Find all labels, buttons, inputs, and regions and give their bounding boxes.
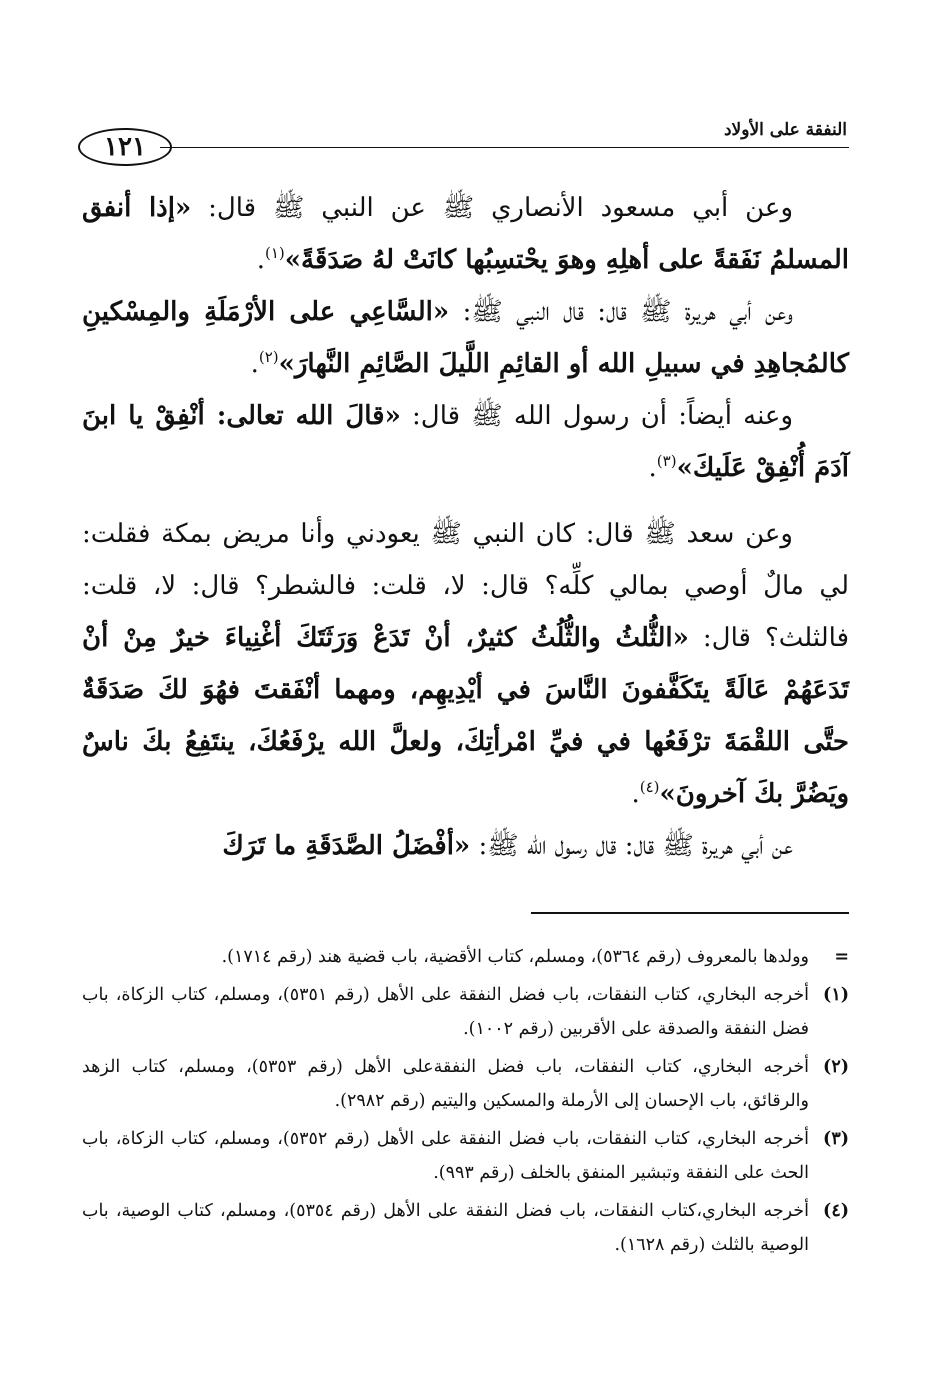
footnote-text: أخرجه البخاري، كتاب النفقات، باب فضل النفقةعلى الأهل (رقم ٥٣٥٣)، ومسلم، كتاب الزهد والرقائق، باب الإحسان إلى الأرملة والمسكين واليتيم (رقم ٢٩٨٢). — [82, 1057, 809, 1111]
hadith-quote: «الثُّلثُ والثُّلُثُ كثيرٌ، أنْ تَدَعْ وَرَثَتَكَ أغْنِياءَ خيرٌ مِنْ أنْ تَدَعَهُمْ عَالَةً يتَكَفَّفونَ النَّاسَ في أيْدِيهِم، ومهما أنْفَقتَ فهُوَ لكَ صَدَقَةٌ حتَّى اللقْمَةَ ترْفَعُها في فيِّ امْرأتِكَ، ولعلَّ الله يرْفَعُكَ، ينتَفِعُ بكَ ناسٌ ويَضُرَّ بكَ آخرونَ» — [82, 623, 850, 809]
footnote-continued — [82, 940, 849, 974]
header-rule — [160, 147, 849, 148]
footnote-number: (٤) — [823, 1201, 849, 1221]
footnote-number: (٢) — [823, 1057, 849, 1077]
paragraph-intro: وعنه أيضاً: أن رسول الله ﷺ قال: — [400, 401, 793, 431]
paragraph-3 — [82, 390, 849, 494]
page-number-oval — [78, 128, 172, 166]
footnote-separator — [531, 912, 849, 914]
footnote-number: (٣) — [823, 1129, 849, 1149]
paragraph-end: . — [250, 349, 259, 379]
running-title: النفقة على الأولاد — [723, 120, 847, 140]
paragraph-intro: وعن أبي مسعود الأنصاري ﷺ عن النبي ﷺ قال: — [191, 193, 794, 223]
footnote-text: وولدها بالمعروف (رقم ٥٣٦٤)، ومسلم، كتاب الأقضية، باب قضية هند (رقم ١٧١٤). — [221, 947, 809, 967]
footnote-text: أخرجه البخاري، كتاب النفقات، باب فضل النفقة على الأهل (رقم ٥٣٥١)، ومسلم، كتاب الزكاة، باب فضل النفقة والصدقة على الأقربين (رقم ١٠٠٢). — [82, 985, 809, 1039]
footnote-text: أخرجه البخاري، كتاب النفقات، باب فضل النفقة على الأهل (رقم ٥٣٥٢)، ومسلم، كتاب الزكاة، باب الحث على النفقة وتبشير المنفق بالخلف (رقم ٩٩٣). — [82, 1129, 809, 1183]
footnote-text: أخرجه البخاري،كتاب النفقات، باب فضل النفقة على الأهل (رقم ٥٣٥٤)، ومسلم، كتاب الوصية، باب الوصية بالثلث (رقم ١٦٢٨). — [82, 1201, 809, 1255]
hadith-quote: «السَّاعِي على الأرْمَلَةِ والمِسْكينِ كالمُجاهِدِ في سبيلِ الله أو القائِمِ اللَّيلَ الصَّائِمِ النَّهارَ» — [82, 297, 849, 379]
hadith-quote: «أفْضَلُ الصَّدَقَةِ ما تَرَكَ — [222, 831, 471, 861]
paragraph-end: . — [648, 453, 657, 483]
footnote-ref: (١) — [264, 244, 285, 262]
footnotes — [82, 940, 849, 1266]
paragraph-2 — [82, 286, 849, 390]
paragraph-4 — [82, 508, 849, 820]
footnote-ref: (٣) — [656, 452, 677, 470]
footnote-ref: (٢) — [258, 348, 279, 366]
hadith-quote: «إذا أنفق المسلمُ نَفَقةً على أهلِهِ وهوَ يحْتسِبُها كانَتْ لهُ صَدَقَةً» — [82, 193, 849, 275]
footnote-1 — [82, 978, 849, 1046]
footnote-3 — [82, 1122, 849, 1190]
paragraph-intro: وعن أبي هريرة ﷺ قال: قال النبي ﷺ: — [449, 297, 794, 327]
footnote-2 — [82, 1050, 849, 1118]
footnote-4 — [82, 1194, 849, 1262]
paragraph-end: . — [631, 779, 640, 809]
main-text — [82, 182, 849, 872]
paragraph-intro: وعن سعد ﷺ قال: كان النبي ﷺ يعودني وأنا مريض بمكة فقلت: لي مالٌ أوصي بمالي كلِّه؟ قال: لا، قلت: فالشطر؟ قال: لا، قلت: فالثلث؟ قال: — [82, 519, 849, 653]
footnote-ref: (٤) — [639, 778, 660, 796]
paragraph-end: . — [256, 245, 265, 275]
footnote-number: (١) — [823, 985, 849, 1005]
page-number: ١٢١ — [104, 132, 146, 162]
footnote-number: = — [834, 947, 849, 967]
paragraph-1 — [82, 182, 849, 286]
hadith-quote: «قالَ الله تعالى: أنْفِقْ يا ابنَ آدَمَ أُنْفِقْ عَلَيكَ» — [82, 401, 849, 483]
paragraph-5 — [82, 820, 849, 872]
paragraph-intro: عن أبي هريرة ﷺ قال: قال رسول الله ﷺ: — [470, 831, 793, 861]
